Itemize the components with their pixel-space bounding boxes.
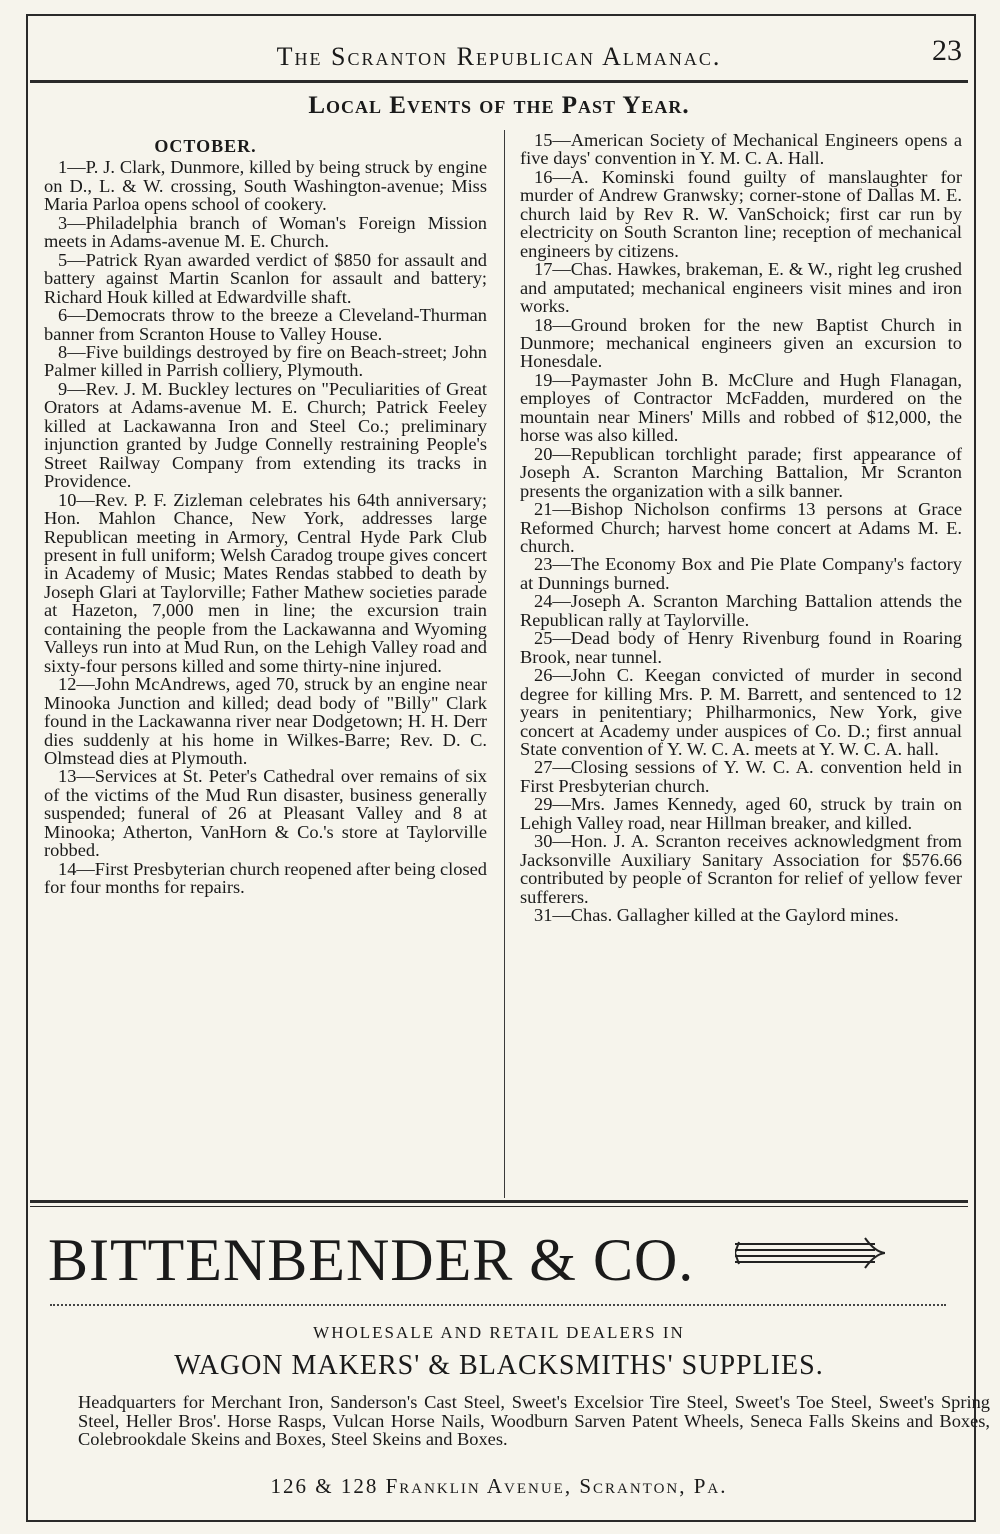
event-entry: 1—P. J. Clark, Dunmore, killed by being struck by engine on D., L. & W. crossing, South Washington-avenue; Miss Maria Parloa opens school of cookery. [44, 157, 487, 215]
page-number: 23 [932, 34, 962, 67]
header-rule [30, 80, 968, 83]
event-entry: 27—Closing sessions of Y. W. C. A. convention held in First Presbyterian church. [520, 757, 962, 796]
events-column-left [44, 130, 487, 897]
event-entry: 26—John C. Keegan convicted of murder in second degree for killing Mrs. P. M. Barrett, and sentenced to 12 years in penitentiary; Philharmonics, New York, give concert at Academy under auspices of Co. D.; first annual State convention of Y. W. C. A. meets at Y. W. C. A. hall. [520, 665, 962, 759]
month-heading: OCTOBER. [154, 136, 257, 156]
advert-company-name: BITTENBENDER & CO. [48, 1227, 695, 1293]
event-entry: 21—Bishop Nicholson confirms 13 persons at Grace Reformed Church; harvest home concert at Adams M. E. church. [520, 499, 962, 556]
event-entry: 24—Joseph A. Scranton Marching Battalion attends the Republican rally at Taylorville. [520, 591, 962, 630]
event-entry: 31—Chas. Gallagher killed at the Gaylord mines. [534, 905, 899, 926]
event-entry: 5—Patrick Ryan awarded verdict of $850 for assault and battery against Martin Scanlon for assault and battery; Richard Houk killed at Edwardville shaft. [44, 249, 487, 307]
almanac-title: The Scranton Republican Almanac. [276, 42, 722, 71]
events-column-right [520, 131, 962, 924]
event-entry: 16—A. Kominski found guilty of manslaughter for murder of Andrew Granwsky; corner-stone of Dallas M. E. church laid by Rev R. W. VanSchoick; first car run by electricity on South Scranton line; reception of mechanical engineers by citizens. [520, 166, 962, 261]
event-entry: 12—John McAndrews, aged 70, struck by an engine near Minooka Junction and killed; dead body of "Billy" Clark found in the Lackawanna river near Dodgetown; H. H. Derr dies suddenly at his home in Wilkes-Barre; Rev. D. C. Olmstead dies at Plymouth. [44, 674, 487, 768]
event-entry: 6—Democrats throw to the breeze a Cleveland-Thurman banner from Scranton House to Valley House. [44, 305, 487, 344]
event-entry: 17—Chas. Hawkes, brakeman, E. & W., right leg crushed and amputated; mechanical engineers visit mines and iron works. [520, 259, 962, 317]
advert-supplies-heading: WAGON MAKERS' & BLACKSMITHS' SUPPLIES. [174, 1350, 824, 1381]
event-entry: 19—Paymaster John B. McClure and Hugh Flanagan, employes of Contractor McFadden, murdered on the mountain near Miners' Mills and robbed of $12,000, the horse was also killed. [520, 369, 962, 446]
event-entry: 13—Services at St. Peter's Cathedral over remains of six of the victims of the Mud Run disaster, business generally suspended; funeral of 26 at Pleasant Valley and 8 at Minooka; Atherton, VanHorn & Co.'s store at Taylorville robbed. [44, 766, 487, 861]
event-entry: 15—American Society of Mechanical Engineers opens a five days' convention in Y. M. C. A. Hall. [520, 130, 962, 169]
column-divider [504, 130, 505, 1198]
event-entry: 8—Five buildings destroyed by fire on Beach-street; John Palmer killed in Parrish colliery, Plymouth. [44, 341, 487, 381]
advert-dotted-rule [50, 1304, 946, 1308]
event-entry: 20—Republican torchlight parade; first appearance of Joseph A. Scranton Marching Battalion, Mr Scranton presents the organization with a silk banner. [520, 443, 962, 501]
running-header [30, 30, 968, 74]
advert-top-rule [30, 1200, 968, 1203]
advert-headquarters-text: Headquarters for Merchant Iron, Sanderson's Cast Steel, Sweet's Excelsior Tire Steel, Sweet's Toe Steel, Sweet's Spring Steel, Heller Bros'. Horse Rasps, Vulcan Horse Nails, Woodburn Sarven Patent Wheels, Seneca Falls Skeins and Boxes, Colebrookdale Skeins and Boxes, Steel Skeins and Boxes. [78, 1392, 990, 1450]
event-entry: 9—Rev. J. M. Buckley lectures on "Peculiarities of Great Orators at Adams-avenue M. E. Church; Patrick Feeley killed at Lackawanna Iron and Steel Co.; preliminary injunction granted by Judge Connelly restraining People's Street Railway Company from extending its tracks in Providence. [44, 378, 487, 492]
event-entry: 23—The Economy Box and Pie Plate Company's factory at Dunnings burned. [520, 554, 962, 593]
event-entry: 18—Ground broken for the new Baptist Church in Dunmore; mechanical engineers given an excursion to Honesdale. [520, 314, 962, 372]
event-entry: 29—Mrs. James Kennedy, aged 60, struck by train on Lehigh Valley road, near Hillman breaker, and killed. [520, 794, 962, 833]
event-entry: 3—Philadelphia branch of Woman's Foreign Mission meets in Adams-avenue M. E. Church. [44, 212, 487, 252]
section-title: Local Events of the Past Year. [308, 92, 690, 119]
advert-dealers-line: WHOLESALE AND RETAIL DEALERS IN [313, 1323, 685, 1342]
pointing-arrow-icon [735, 1234, 885, 1274]
advert-address: 126 & 128 Franklin Avenue, Scranton, Pa. [270, 1474, 728, 1498]
advert-top-rule-thin [30, 1206, 968, 1207]
event-entry: 30—Hon. J. A. Scranton receives acknowledgment from Jacksonville Auxiliary Sanitary Association for $576.66 contributed by people of Scranton for relief of yellow fever sufferers. [520, 831, 962, 907]
event-entry: 25—Dead body of Henry Rivenburg found in Roaring Brook, near tunnel. [520, 628, 962, 667]
event-entry: 10—Rev. P. F. Zizleman celebrates his 64th anniversary; Hon. Mahlon Chance, New York, addresses large Republican meeting in Armory, Central Hyde Park Club present in full uniform; Welsh Caradog troupe gives concert in Academy of Music; Mates Rendas stabbed to death by Joseph Glari at Taylorville; Father Mathew societies parade at Hazeton, 7,000 men in line; the excursion train containing the people from the Lackawanna and Wyoming Valleys run into at Mud Run, on the Lehigh Valley road and sixty-four persons killed and some thirty-nine injured. [44, 489, 487, 676]
event-entry: 14—First Presbyterian church reopened after being closed for four months for repairs. [44, 858, 487, 898]
